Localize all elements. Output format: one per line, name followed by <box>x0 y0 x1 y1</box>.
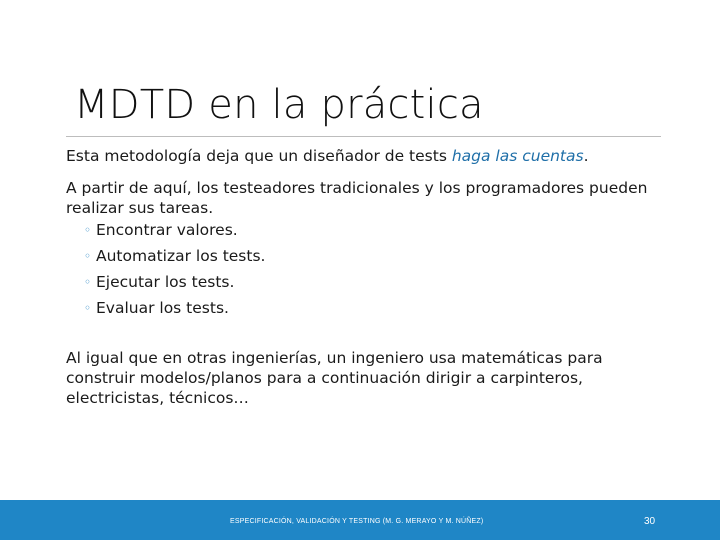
slide-title: MDTD en la práctica <box>74 82 484 128</box>
title-divider <box>66 136 661 137</box>
bullet-item <box>86 298 666 318</box>
bullet-list <box>66 220 666 318</box>
bullet-text: Ejecutar los tests. <box>96 273 235 291</box>
paragraph-1-highlight: haga las cuentas <box>451 147 584 165</box>
bullet-icon: ◦ <box>84 301 92 315</box>
bullet-item <box>86 220 666 240</box>
bullet-icon: ◦ <box>84 275 92 289</box>
bullet-item <box>86 246 666 266</box>
slide-body <box>66 146 666 420</box>
bullet-text: Evaluar los tests. <box>96 299 229 317</box>
footer-bar <box>0 500 720 540</box>
bullet-icon: ◦ <box>84 223 92 237</box>
paragraph-1 <box>66 146 666 166</box>
paragraph-1-end: . <box>583 147 589 165</box>
paragraph-1-text: Esta metodología deja que un diseñador de tests <box>66 147 452 165</box>
paragraph-3: Al igual que en otras ingenierías, un ingeniero usa matemáticas para construir modelos/planos para a continuación dirigir a carpinteros, electricistas, técnicos… <box>66 349 603 407</box>
page-number: 30 <box>644 516 656 527</box>
footer-text: ESPECIFICACIÓN, VALIDACIÓN Y TESTING (M. G. MERAYO Y M. NÚÑEZ) <box>230 518 484 525</box>
bullet-text: Automatizar los tests. <box>96 247 266 265</box>
bullet-item <box>86 272 666 292</box>
bullet-icon: ◦ <box>84 249 92 263</box>
bullet-text: Encontrar valores. <box>96 221 238 239</box>
paragraph-2: A partir de aquí, los testeadores tradicionales y los programadores pueden realizar sus tareas. <box>66 179 648 217</box>
